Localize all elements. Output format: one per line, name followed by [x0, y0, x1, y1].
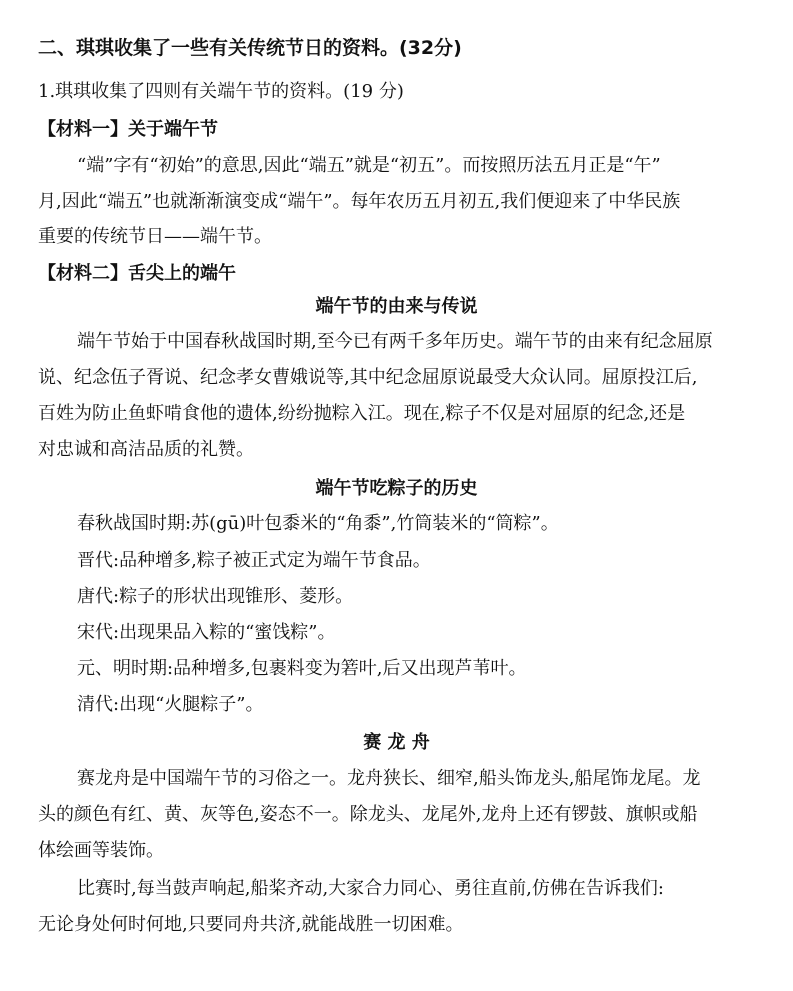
dragon-boat-line: 头的颜色有红、黄、灰等色,姿态不一。除龙头、龙尾外,龙舟上还有锣鼓、旗帜或船	[38, 804, 698, 825]
dragon-boat-line: 赛龙舟是中国端午节的习俗之一。龙舟狭长、细窄,船头饰龙头,船尾饰龙尾。龙	[77, 768, 701, 789]
zongzi-line: 唐代:粽子的形状出现锥形、菱形。	[77, 586, 354, 607]
origin-line: 端午节始于中国春秋战国时期,至今已有两千多年历史。端午节的由来有纪念屈原	[77, 331, 713, 352]
zongzi-line: 元、明时期:品种增多,包裹料变为箬叶,后又出现芦苇叶。	[77, 658, 527, 679]
zongzi-line: 宋代:出现果品入粽的“蜜饯粽”。	[77, 622, 336, 643]
material-1-title: 【材料一】关于端午节	[38, 119, 218, 140]
origin-line: 百姓为防止鱼虾啃食他的遗体,纷纷抛粽入江。现在,粽子不仅是对屈原的纪念,还是	[38, 403, 686, 424]
zongzi-heading: 端午节吃粽子的历史	[315, 478, 478, 499]
question-1: 1.琪琪收集了四则有关端午节的资料。(19 分)	[38, 81, 404, 102]
origin-line: 对忠诚和高洁品质的礼赞。	[38, 439, 254, 460]
origin-heading: 端午节的由来与传说	[315, 296, 478, 317]
zongzi-line: 清代:出现“火腿粽子”。	[77, 694, 264, 715]
zongzi-line: 春秋战国时期:苏(gū)叶包黍米的“角黍”,竹筒装米的“筒粽”。	[77, 513, 559, 534]
material-1-line: “端”字有“初始”的意思,因此“端五”就是“初五”。而按照历法五月正是“午”	[77, 155, 661, 176]
dragon-boat-line: 体绘画等装饰。	[38, 840, 164, 861]
material-1-line: 重要的传统节日——端午节。	[38, 226, 272, 247]
dragon-boat-heading: 赛 龙 舟	[363, 732, 430, 753]
dragon-boat-line: 比赛时,每当鼓声响起,船桨齐动,大家合力同心、勇往直前,仿佛在告诉我们:	[77, 878, 664, 899]
zongzi-line: 晋代:品种增多,粽子被正式定为端午节食品。	[77, 550, 431, 571]
origin-line: 说、纪念伍子胥说、纪念孝女曹娥说等,其中纪念屈原说最受大众认同。屈原投江后,	[38, 367, 698, 388]
section-title: 二、琪琪收集了一些有关传统节日的资料。(32分)	[38, 37, 462, 59]
material-1-line: 月,因此“端五”也就渐渐演变成“端午”。每年农历五月初五,我们便迎来了中华民族	[38, 191, 681, 212]
material-2-title: 【材料二】舌尖上的端午	[38, 263, 236, 284]
dragon-boat-line: 无论身处何时何地,只要同舟共济,就能战胜一切困难。	[38, 914, 464, 935]
